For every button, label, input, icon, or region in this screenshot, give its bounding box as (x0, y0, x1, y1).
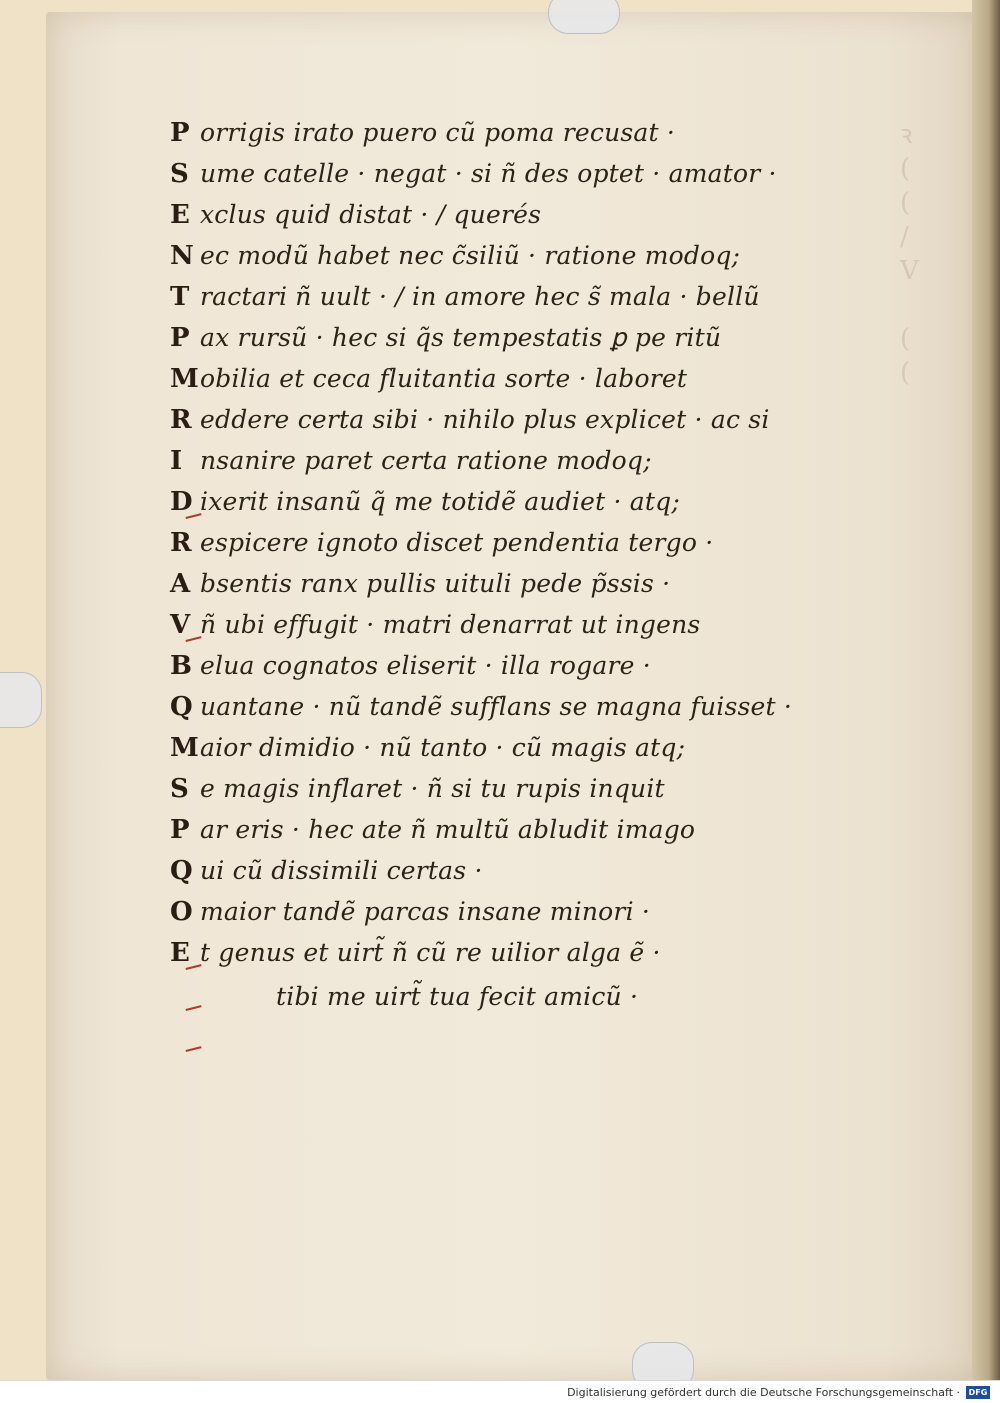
manuscript-line (170, 282, 760, 324)
manuscript-line (170, 938, 661, 980)
line-text: obilia et ceca fluitantia sorte · laboret (200, 364, 688, 393)
manuscript-line (170, 241, 740, 283)
manuscript-line (170, 118, 675, 160)
line-initial: T (170, 282, 190, 312)
line-initial: R (170, 528, 192, 558)
line-text: ar eris · hec ate ñ multũ abludit imago (200, 815, 696, 844)
line-initial: O (170, 897, 193, 927)
line-text: ume catelle · negat · si ñ des optet · amator · (200, 159, 777, 188)
line-text: tibi me uirt̃ tua fecit amicũ · (276, 982, 639, 1011)
line-initial: N (170, 241, 194, 271)
page-clip-top (548, 0, 620, 34)
dfg-logo-icon: DFG (966, 1386, 990, 1399)
line-text: ax rursũ · hec si q̃s tempestatis ꝑ pe ritũ (200, 323, 722, 352)
line-text: maior tandẽ parcas insane minori · (200, 897, 651, 926)
line-initial: M (170, 733, 199, 763)
line-initial: Q (170, 856, 193, 886)
manuscript-line (170, 692, 792, 734)
line-text: elua cognatos eliserit · illa rogare · (200, 651, 651, 680)
line-initial: V (170, 610, 191, 640)
line-initial: E (170, 200, 191, 230)
line-initial: S (170, 159, 189, 189)
manuscript-line (170, 856, 483, 898)
line-text: ixerit insanũ q̃ me totidẽ audiet · atq; (200, 487, 680, 516)
line-text: ui cũ dissimili certas · (200, 856, 483, 885)
line-text: ñ ubi effugit · matri denarrat ut ingens (200, 610, 701, 639)
line-initial: S (170, 774, 189, 804)
line-initial: E (170, 938, 191, 968)
manuscript-line (170, 487, 680, 529)
manuscript-line (246, 982, 638, 1024)
line-initial: Q (170, 692, 193, 722)
manuscript-line (170, 651, 651, 693)
line-initial: R (170, 405, 192, 435)
line-text: ec modũ habet nec c̃siliũ · ratione modoq; (200, 241, 741, 270)
line-initial: P (170, 815, 190, 845)
line-initial: B (170, 651, 193, 681)
manuscript-line (170, 774, 665, 816)
line-text: aior dimidio · nũ tanto · cũ magis atq; (200, 733, 686, 762)
show-through-text: ꝛ ( ( / V ( ( (900, 120, 919, 388)
manuscript-line (170, 323, 721, 365)
line-text: uantane · nũ tandẽ sufflans se magna fuisset · (200, 692, 793, 721)
line-text: espicere ignoto discet pendentia tergo · (200, 528, 714, 557)
manuscript-line (170, 159, 777, 201)
manuscript-line (170, 733, 685, 775)
funding-text: Digitalisierung gefördert durch die Deutsche Forschungsgemeinschaft · (567, 1385, 960, 1399)
line-text: bsentis ranx pullis uituli pede p̃ssis · (200, 569, 671, 598)
line-text: e magis inflaret · ñ si tu rupis inquit (200, 774, 665, 803)
manuscript-line (170, 897, 650, 939)
line-text: nsanire paret certa ratione modoq; (200, 446, 652, 475)
line-initial: M (170, 364, 199, 394)
line-initial: P (170, 323, 190, 353)
line-initial: P (170, 118, 190, 148)
line-text: eddere certa sibi · nihilo plus explicet · ac si (200, 405, 770, 434)
line-text: orrigis irato puero cũ poma recusat · (200, 118, 676, 147)
line-text: ractari ñ uult · / in amore hec s̃ mala · bellũ (200, 282, 760, 311)
manuscript-line (170, 569, 670, 611)
manuscript-line (170, 364, 687, 406)
manuscript-line (170, 815, 695, 857)
line-initial: A (170, 569, 191, 599)
manuscript-line (170, 528, 713, 570)
line-initial: D (170, 487, 193, 517)
page-clip-left (0, 672, 42, 728)
manuscript-line (170, 200, 541, 242)
funding-footer (0, 1380, 1000, 1403)
manuscript-line (170, 610, 700, 652)
manuscript-line (170, 405, 770, 447)
line-initial: I (170, 446, 183, 476)
line-text: t genus et uirt̃ ñ cũ re uilior alga ẽ · (200, 938, 661, 967)
line-text: xclus quid distat · / querés (200, 200, 542, 229)
manuscript-line (170, 446, 652, 488)
